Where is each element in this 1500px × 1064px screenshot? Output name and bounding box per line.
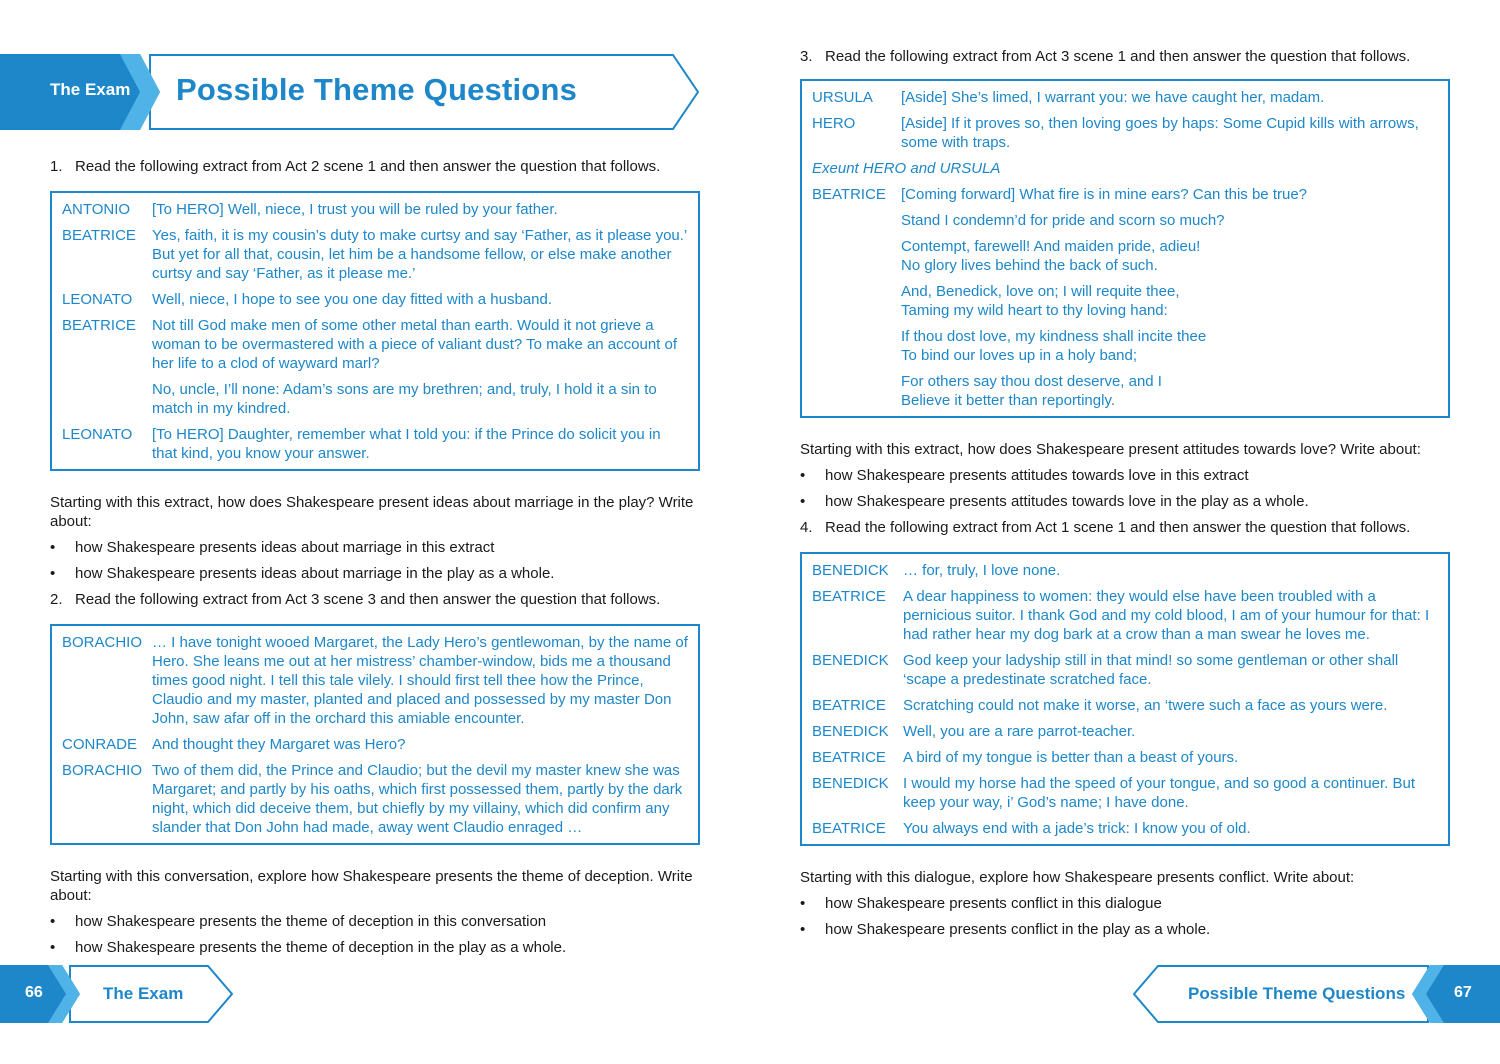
bullet-point: •	[800, 467, 806, 484]
speaker-name: URSULA	[812, 89, 873, 106]
footer-section-label: The Exam	[103, 984, 184, 1003]
speech-row	[62, 290, 688, 309]
speaker-name: BEATRICE	[812, 186, 886, 203]
question-text: Read the following extract from Act 3 scene 1 and then answer the question that follows.	[825, 48, 1411, 65]
question-number: 1.	[50, 158, 63, 175]
footer-right	[1130, 965, 1500, 1023]
question-4	[800, 518, 1450, 537]
speech-text	[903, 696, 1438, 715]
extract-box	[50, 624, 700, 845]
question-text: Read the following extract from Act 3 scene 3 and then answer the question that follows.	[75, 591, 661, 608]
section-tag: The Exam	[50, 80, 131, 99]
speech-paragraph: Not till God make men of some other metal than earth. Would it not grieve a woman to be overmastered with a piece of valiant dust? To make an account of her life to a clod of wayward marl?	[152, 317, 678, 372]
question-prompt: Starting with this conversation, explore how Shakespeare presents the theme of deception. Write about:	[50, 868, 693, 904]
bullet-text: how Shakespeare presents attitudes towards love in the play as a whole.	[825, 493, 1309, 510]
speech-paragraph: And thought they Margaret was Hero?	[152, 736, 406, 753]
speech-paragraph: … for, truly, I love none.	[903, 562, 1061, 579]
speaker-name: HERO	[812, 115, 856, 132]
footer-left	[0, 965, 240, 1023]
speech-row	[812, 722, 1438, 741]
speaker-name: BENEDICK	[812, 652, 889, 669]
speech-text	[901, 185, 1438, 410]
speech-text	[152, 735, 688, 754]
speech-row	[62, 226, 688, 283]
bullet-point: •	[800, 895, 806, 912]
speech-paragraph: [Aside] If it proves so, then loving goes by haps: Some Cupid kills with arrows, some with traps.	[901, 115, 1419, 151]
speech-text	[903, 819, 1438, 838]
speech-paragraph: A dear happiness to women: they would else have been troubled with a pernicious suitor. I thank God and my cold blood, I am of your humour for that: I had rather hear my dog bark at a crow than a man swear he loves me.	[903, 588, 1430, 643]
speech-paragraph: … I have tonight wooed Margaret, the Lady Hero’s gentlewoman, by the name of Hero. She leans me out at her mistress’ chamber-window, bids me a thousand times good night. I tell this tale vilely. I should first tell thee how the Prince, Claudio and my master, planted and placed and possessed by my master Don John, saw afar off in the orchard this amiable encounter.	[152, 634, 688, 727]
extract-box	[800, 79, 1450, 418]
speech-row	[812, 651, 1438, 689]
bullet-point: •	[50, 539, 56, 556]
bullet-text: how Shakespeare presents the theme of deception in the play as a whole.	[75, 939, 567, 956]
speech-text	[901, 114, 1438, 152]
bullet-item	[800, 466, 1450, 485]
speech-row	[812, 819, 1438, 838]
bullet-point: •	[800, 921, 806, 938]
speech-row	[812, 114, 1438, 152]
right-column	[800, 47, 1450, 946]
page-header	[0, 54, 700, 130]
speech-text	[903, 774, 1438, 812]
speech-row	[62, 316, 688, 418]
speaker-name: BEATRICE	[812, 588, 886, 605]
stage-direction: Exeunt HERO and URSULA	[812, 160, 1001, 177]
speech-paragraph: God keep your ladyship still in that mind! so some gentleman or other shall ‘scape a predestinate scratched face.	[903, 652, 1399, 688]
bullet-item	[50, 938, 700, 957]
bullet-point: •	[800, 493, 806, 510]
bullet-point: •	[50, 913, 56, 930]
page-number: 66	[25, 984, 43, 1001]
bullet-text: how Shakespeare presents the theme of deception in this conversation	[75, 913, 547, 930]
bullet-item	[800, 920, 1450, 939]
bullet-text: how Shakespeare presents conflict in this dialogue	[825, 895, 1162, 912]
speaker-name: CONRADE	[62, 736, 138, 753]
bullet-text: how Shakespeare presents conflict in the play as a whole.	[825, 921, 1211, 938]
speech-row	[62, 200, 688, 219]
speech-paragraph: [To HERO] Daughter, remember what I told you: if the Prince do solicit you in that kind, you know your answer.	[152, 426, 661, 462]
question-number: 2.	[50, 591, 63, 608]
speech-text	[903, 561, 1438, 580]
bullet-item	[50, 564, 700, 583]
question-text: Read the following extract from Act 1 scene 1 and then answer the question that follows.	[825, 519, 1411, 536]
speech-row	[812, 774, 1438, 812]
speech-row	[62, 761, 688, 837]
speaker-name: BEATRICE	[62, 317, 136, 334]
bullet-point: •	[50, 939, 56, 956]
speech-text	[152, 425, 688, 463]
question-number: 3.	[800, 48, 813, 65]
speech-text	[903, 748, 1438, 767]
speaker-name: LEONATO	[62, 426, 133, 443]
speech-text	[903, 651, 1438, 689]
speech-paragraph: Scratching could not make it worse, an ‘twere such a face as yours were.	[903, 697, 1388, 714]
speech-text	[152, 290, 688, 309]
page-number: 67	[1454, 984, 1472, 1001]
bullet-text: how Shakespeare presents ideas about marriage in this extract	[75, 539, 495, 556]
speech-text	[903, 587, 1438, 644]
speaker-name: BENEDICK	[812, 562, 889, 579]
speech-paragraph: And, Benedick, love on; I will requite thee, Taming my wild heart to thy loving hand:	[901, 283, 1180, 319]
speech-paragraph: Two of them did, the Prince and Claudio; but the devil my master knew she was Margaret; and partly by his oaths, which first possessed them, partly by the dark night, which did deceive them, but chiefly by my villainy, which did confirm any slander that Don John had made, away went Claudio enraged …	[152, 762, 683, 836]
extract-box	[50, 191, 700, 471]
speaker-name: BEATRICE	[812, 697, 886, 714]
speech-row	[812, 561, 1438, 580]
speaker-name: BEATRICE	[812, 820, 886, 837]
question-3	[800, 47, 1450, 66]
speech-row	[62, 633, 688, 728]
speech-paragraph: Contempt, farewell! And maiden pride, adieu! No glory lives behind the back of such.	[901, 238, 1201, 274]
speech-paragraph: If thou dost love, my kindness shall incite thee To bind our loves up in a holy band;	[901, 328, 1207, 364]
question-prompt: Starting with this extract, how does Shakespeare present attitudes towards love? Write about:	[800, 441, 1421, 458]
question-number: 4.	[800, 519, 813, 536]
speech-paragraph: Yes, faith, it is my cousin’s duty to make curtsy and say ‘Father, as it please you.’ But yet for all that, cousin, let him be a handsome fellow, or else make another curtsy and say ‘Father, as it please me.’	[152, 227, 687, 282]
question-text: Read the following extract from Act 2 scene 1 and then answer the question that follows.	[75, 158, 661, 175]
speech-paragraph: Well, you are a rare parrot-teacher.	[903, 723, 1136, 740]
speech-paragraph: [Coming forward] What fire is in mine ears? Can this be true?	[901, 186, 1308, 203]
bullet-point: •	[50, 565, 56, 582]
speech-paragraph: A bird of my tongue is better than a beast of yours.	[903, 749, 1239, 766]
speech-text	[152, 761, 688, 837]
speech-text	[152, 226, 688, 283]
speech-row	[812, 696, 1438, 715]
speaker-name: BENEDICK	[812, 723, 889, 740]
speech-paragraph: Well, niece, I hope to see you one day fitted with a husband.	[152, 291, 552, 308]
bullet-item	[50, 538, 700, 557]
bullet-text: how Shakespeare presents ideas about marriage in the play as a whole.	[75, 565, 555, 582]
speech-row	[812, 587, 1438, 644]
bullet-text: how Shakespeare presents attitudes towards love in this extract	[825, 467, 1249, 484]
speaker-name: ANTONIO	[62, 201, 131, 218]
speech-paragraph: You always end with a jade’s trick: I know you of old.	[903, 820, 1251, 837]
question-2	[50, 590, 700, 609]
speech-paragraph: For others say thou dost deserve, and I Believe it better than reportingly.	[901, 373, 1162, 409]
speaker-name: BORACHIO	[62, 762, 143, 779]
speech-paragraph: Stand I condemn’d for pride and scorn so much?	[901, 212, 1225, 229]
speech-paragraph: I would my horse had the speed of your tongue, and so good a continuer. But keep your way, i’ God’s name; I have done.	[903, 775, 1416, 811]
speech-text	[152, 316, 688, 418]
speech-row	[62, 735, 688, 754]
speech-text	[903, 722, 1438, 741]
footer-section-label: Possible Theme Questions	[1188, 984, 1406, 1003]
page-title: Possible Theme Questions	[176, 72, 578, 107]
speaker-name: BENEDICK	[812, 775, 889, 792]
speaker-name: BEATRICE	[812, 749, 886, 766]
speaker-name: BORACHIO	[62, 634, 143, 651]
extract-box	[800, 552, 1450, 846]
speech-paragraph: [Aside] She’s limed, I warrant you: we have caught her, madam.	[901, 89, 1325, 106]
question-prompt: Starting with this dialogue, explore how Shakespeare presents conflict. Write about:	[800, 869, 1355, 886]
question-1	[50, 157, 700, 176]
speech-row	[812, 185, 1438, 410]
speech-text	[152, 200, 688, 219]
bullet-item	[50, 912, 700, 931]
speech-paragraph: No, uncle, I’ll none: Adam’s sons are my brethren; and, truly, I hold it a sin to match in my kindred.	[152, 381, 657, 417]
speech-row	[812, 748, 1438, 767]
bullet-item	[800, 492, 1450, 511]
speech-row	[62, 425, 688, 463]
question-prompt: Starting with this extract, how does Shakespeare present ideas about marriage in the play? Write about:	[50, 494, 694, 530]
speech-text	[901, 88, 1438, 107]
speech-paragraph: [To HERO] Well, niece, I trust you will be ruled by your father.	[152, 201, 558, 218]
speech-row	[812, 88, 1438, 107]
speaker-name: BEATRICE	[62, 227, 136, 244]
speech-text	[152, 633, 688, 728]
left-column	[50, 157, 700, 964]
bullet-item	[800, 894, 1450, 913]
speaker-name: LEONATO	[62, 291, 133, 308]
